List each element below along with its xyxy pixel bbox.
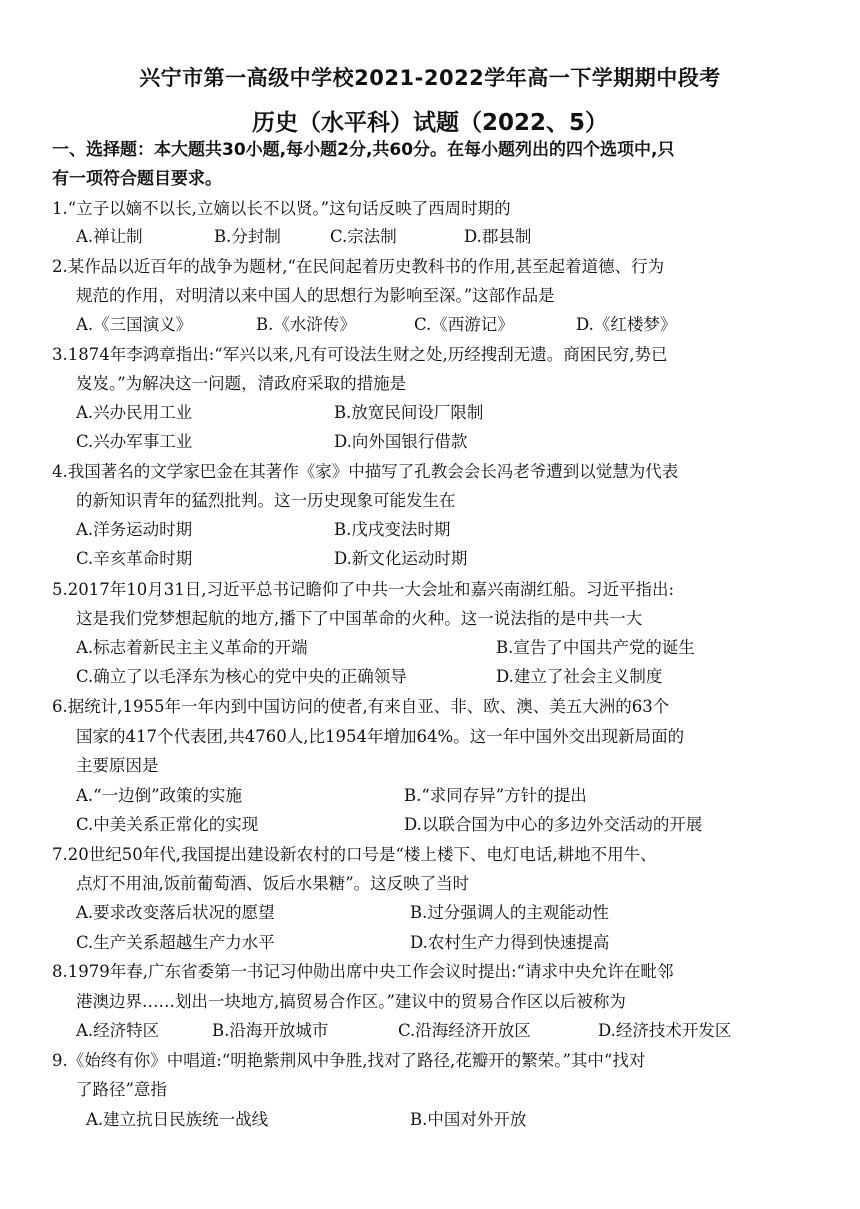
q5-option-c: C.确立了以毛泽东为核心的党中央的正确领导 — [76, 667, 407, 686]
q2-option-b: B.《水浒传》 — [256, 315, 356, 334]
q6-option-c: C.中美关系正常化的实现 — [76, 815, 259, 834]
q5-option-a: A.标志着新民主主义革命的开端 — [76, 638, 308, 657]
q3-option-c: C.兴办军事工业 — [76, 432, 193, 451]
q4-option-b: B.戊戌变法时期 — [334, 520, 451, 539]
question-4-stem-line-1: 4.我国著名的文学家巴金在其著作《家》中描写了孔教会会长冯老爷遭到以觉慧为代表 — [52, 462, 679, 481]
q2-option-c: C.《西游记》 — [414, 315, 514, 334]
q3-option-b: B.放宽民间设厂限制 — [334, 403, 484, 422]
q8-option-d: D.经济技术开发区 — [598, 1021, 732, 1040]
question-7-stem-line-2: 点灯不用油,饭前葡萄酒、饭后水果糖”。这反映了当时 — [76, 874, 470, 893]
question-3-stem-line-2: 岌岌。”为解决这一问题，清政府采取的措施是 — [76, 374, 407, 393]
question-2-stem-line-2: 规范的作用，对明清以来中国人的思想行为影响至深。”这部作品是 — [76, 286, 555, 305]
q1-option-b: B.分封制 — [214, 227, 281, 246]
q6-option-a: A.“一边倒”政策的实施 — [76, 786, 243, 805]
question-2-stem-line-1: 2.某作品以近百年的战争为题材,“在民间起着历史教科书的作用,甚至起着道德、行为 — [52, 257, 665, 276]
q7-option-d: D.农村生产力得到快速提高 — [410, 933, 610, 952]
q9-option-b: B.中国对外开放 — [410, 1110, 527, 1129]
q2-option-d: D.《红楼梦》 — [576, 315, 677, 334]
q4-option-c: C.辛亥革命时期 — [76, 549, 193, 568]
question-3-stem-line-1: 3.1874年李鸿章指出:“军兴以来,凡有可设法生财之处,历经搜刮无遗。商困民穷,势已 — [52, 345, 668, 364]
q4-option-d: D.新文化运动时期 — [334, 549, 468, 568]
question-1-stem: 1.“立子以嫡不以长,立嫡以长不以贤。”这句话反映了西周时期的 — [52, 199, 511, 218]
q4-option-a: A.洋务运动时期 — [76, 520, 193, 539]
q8-option-b: B.沿海开放城市 — [212, 1021, 329, 1040]
question-8-stem-line-1: 8.1979年春,广东省委第一书记习仲勋出席中央工作会议时提出:“请求中央允许在毗邻 — [52, 962, 674, 981]
question-7-stem-line-1: 7.20世纪50年代,我国提出建设新农村的口号是“楼上楼下、电灯电话,耕地不用牛、 — [52, 845, 657, 864]
question-5-stem-line-2: 这是我们党梦想起航的地方,播下了中国革命的火种。这一说法指的是中共一大 — [76, 609, 643, 628]
exam-subtitle: 历史（水平科）试题（2022、5） — [251, 110, 609, 136]
q6-option-d: D.以联合国为中心的多边外交活动的开展 — [404, 815, 703, 834]
q5-option-d: D.建立了社会主义制度 — [496, 667, 663, 686]
q5-option-b: B.宣告了中国共产党的诞生 — [496, 638, 695, 657]
q1-option-c: C.宗法制 — [330, 227, 397, 246]
question-6-stem-line-2: 国家的417个代表团,共4760人,比1954年增加64%。这一年中国外交出现新局面的 — [76, 727, 685, 746]
q8-option-c: C.沿海经济开放区 — [398, 1021, 531, 1040]
question-6-stem-line-1: 6.据统计,1955年一年内到中国访问的使者,有来自亚、非、欧、澳、美五大洲的63个 — [52, 697, 670, 716]
q1-option-a: A.禅让制 — [76, 227, 143, 246]
question-4-stem-line-2: 的新知识青年的猛烈批判。这一历史现象可能发生在 — [76, 491, 456, 510]
q6-option-b: B.“求同存异”方针的提出 — [404, 786, 587, 805]
q7-option-b: B.过分强调人的主观能动性 — [410, 903, 609, 922]
question-9-stem-line-2: 了路径”意指 — [76, 1080, 167, 1099]
q3-option-a: A.兴办民用工业 — [76, 403, 193, 422]
question-6-stem-line-3: 主要原因是 — [76, 756, 159, 775]
q7-option-c: C.生产关系超越生产力水平 — [76, 933, 275, 952]
q9-option-a: A.建立抗日民族统一战线 — [86, 1110, 269, 1129]
question-5-stem-line-1: 5.2017年10月31日,习近平总书记瞻仰了中共一大会址和嘉兴南湖红船。习近平指出: — [52, 580, 675, 599]
question-8-stem-line-2: 港澳边界……划出一块地方,搞贸易合作区。”建议中的贸易合作区以后被称为 — [76, 992, 626, 1011]
section-heading-line-1: 一、选择题：本大题共30小题,每小题2分,共60分。在每小题列出的四个选项中,只 — [52, 140, 675, 160]
q8-option-a: A.经济特区 — [76, 1021, 160, 1040]
q7-option-a: A.要求改变落后状况的愿望 — [76, 903, 275, 922]
section-heading-line-2: 有一项符合题目要求。 — [52, 169, 222, 189]
q2-option-a: A.《三国演义》 — [76, 315, 193, 334]
q3-option-d: D.向外国银行借款 — [334, 432, 468, 451]
q1-option-d: D.郡县制 — [464, 227, 532, 246]
exam-title: 兴宁市第一高级中学校2021-2022学年高一下学期期中段考 — [139, 66, 721, 90]
question-9-stem-line-1: 9.《始终有你》中唱道:“明艳紫荆风中争胜,找对了路径,花瓣开的繁荣。”其中“找对 — [52, 1051, 646, 1070]
